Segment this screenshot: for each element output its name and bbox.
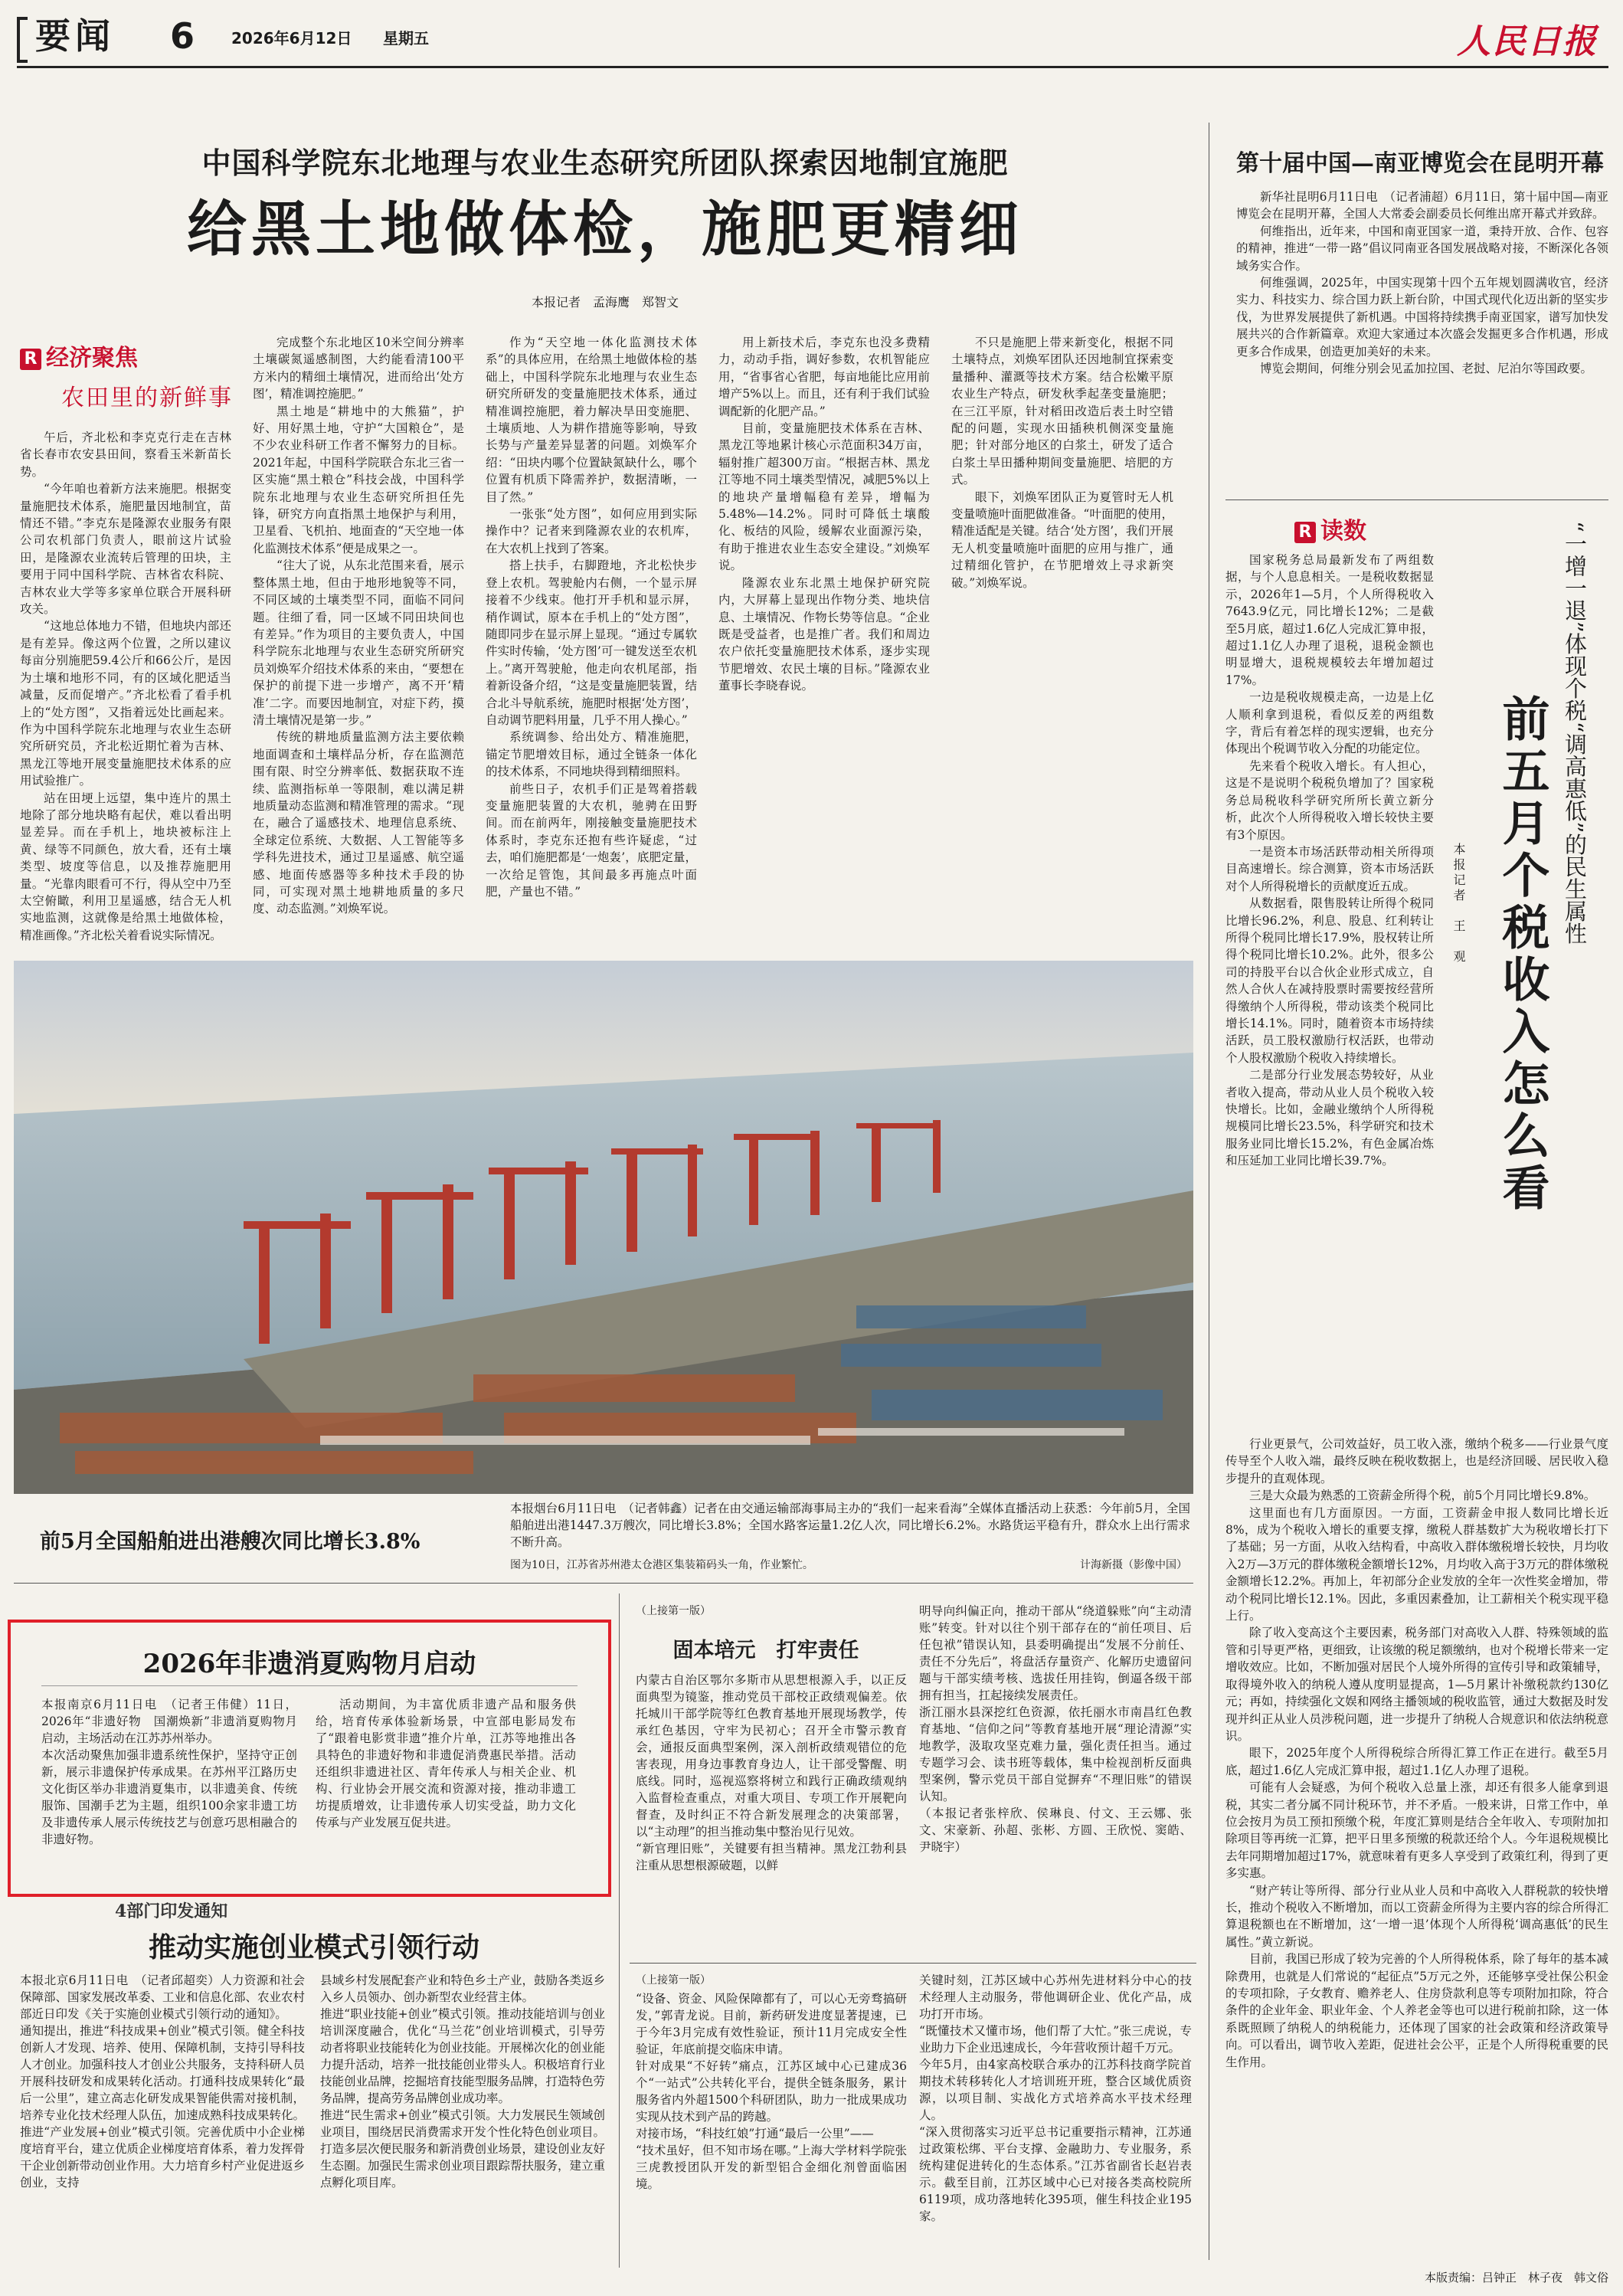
column-sub: 农田里的新鲜事 (61, 385, 233, 411)
right-top-para: 博览会期间，何维分别会见孟加拉国、老挝、尼泊尔等国政要。 (1260, 362, 1593, 376)
peiyuan-rule (630, 1963, 1196, 1964)
tax-badge-text: 读数 (1320, 518, 1366, 545)
lead-para: 搭上扶手，右脚蹬地，齐北松快步登上农机。驾驶舱内右侧，一个显示屏接着不少线束。他打开手机和显示屏，稍作调试，原本在手机上的“处方图”，随即同步在显示屏上显现。“通过专属软件实时传输，‘处方图’可一键发送至农机上。”离开驾驶舱，他走向农机尾部，指着新设备介绍，“这是变量施肥装置，结合北斗导航系统，施肥时根据‘处方图’，自动调节肥料用量，几乎不用人操心。” (486, 558, 697, 727)
lead-para: 目前，变量施肥技术体系在吉林、黑龙江等地累计核心示范面积34万亩，辐射推广超300万亩。“根据吉林、黑龙江等地不同土壤类型情况，减肥5%以上的地块产量增幅稳有差异，增幅为5.48%—14.2%。同时可降低土壤酸化、板结的风险，缓解农业面源污染，有助于推进农业生态安全建设。”刘焕军说。 (718, 421, 930, 573)
tax-para: 行业更景气，公司效益好，员工收入涨，缴纳个税多——行业景气度传导至个人收入端，最终反映在税收数据上，也是经济回暖、居民收入稳步提升的直观体现。 (1225, 1437, 1608, 1485)
tax-para: 一是资本市场活跃带动相关所得项目高速增长。综合测算，资本市场活跃对个人所得税增长的贡献度近五成。 (1225, 844, 1434, 893)
tax-para: 国家税务总局最新发布了两组数据，与个人息息相关。一是税收数据显示，2026年1—5月，个人所得税收入7643.9亿元，同比增长12%；二是截至5月底，超过1.6亿人完成汇算申报，超过1.1亿人办理了退税，退税金额也明显增大，退税规模较去年增加超过17%。 (1225, 553, 1434, 687)
right-top-para: 何维指出，近年来，中国和南亚国家一道，秉持开放、合作、包容的精神，推进“一带一路”倡议同南亚各国发展战略对接，不断深化各领域务实合作。 (1236, 224, 1608, 273)
lead-para: “往大了说，从东北范围来看，展示整体黑土地，但由于地形地貌等不同，不同区域的土壤类型不同，面临不同问题。往细了看，同一区域不同田块间也有差异。”作为项目的主要负责人，中国科学院东北地理与农业生态研究所研究员刘焕军介绍技术体系的来由，“要想在保护的前提下进一步增产，离不开‘精准’二字。而要因地制宜，对症下药，摸清土壤情况是第一步。” (253, 558, 464, 727)
lead-para: 传统的耕地质量监测方法主要依赖地面调查和土壤样品分析，存在监测范围有限、时空分辨率低、数据获取不连续、监测指标单一等限制，难以满足耕地质量动态监测和精准管理的需求。“现在，融合了遥感技术、地理信息系统、全球定位系统、大数据、人工智能等多学科先进技术，通过卫星遥感、航空遥感、地面传感器等多种技术手段的协同，可实现对黑土地耕地质量的多尺度、动态监测。”刘焕军说。 (253, 730, 464, 916)
issue-date: 2026年6月12日 (231, 29, 352, 47)
masthead-bracket (17, 17, 28, 63)
tax-para: 一边是税收规模走高，一边是上亿人顺利拿到退税，看似反差的两组数字，背后有着怎样的现实逻辑，也充分体现出个税调节收入分配的功能定位。 (1225, 690, 1434, 756)
chuangye-headline: 推动实施创业模式引领行动 (148, 1931, 479, 1964)
paper-logo: 人民日报 (1457, 22, 1598, 61)
issue-weekday: 星期五 (383, 29, 429, 47)
lead-headline: 给黑土地做体检，施肥更精细 (186, 195, 1023, 264)
tax-headline: 前五月个税收入怎么看 (1494, 694, 1550, 1215)
peiyuan-headline: 固本培元 打牢责任 (672, 1639, 859, 1662)
lead-para: 完成整个东北地区10米空间分辨率土壤碳氮遥感制图，大约能看清100平方米内的精细土壤情况，进而给出‘处方图’，精准调控施肥。” (253, 336, 464, 401)
feng-col-1: “设备、资金、风险保障都有了，可以心无旁骛搞研发，”郭青龙说。目前，新药研发进度显著提速，已于今年3月完成有效性验证，预计11月完成安全性验证，年底前提交临床申请。 针对成果“不好转”痛点，江苏区域中心已建成36个“一站式”公共转化平台，提供全链条服务，累计服务省内外超1500个科研团队，助力一批成果成功实现从技术到产品的跨越。 对接市场，“科技红娘”打通“最后一公里”—— “技术虽好，但不知市场在哪。”上海大学材料学院张三虎教授团队开发的新型铝合金细化剂曾面临困境。 (636, 1992, 907, 2191)
tax-kicker: “一增一退”体现个税“调高惠低”的民生属性 (1562, 521, 1588, 945)
lead-byline: 本报记者 孟海鹰 郑智文 (531, 295, 679, 310)
port-photo (14, 961, 1193, 1494)
tax-para: 这里面也有几方面原因。一方面，工资薪金申报人数同比增长近8%，成为个税收入增长的重要支撑，缴税人群基数扩大为税收增长打下了基础；另一方面，从收入结构看，中高收入群体缴税增长较快，月均收入2万—3万元的群体缴税金额增长12%，月均收入高于3万元的群体缴税金额增长12.2%。再加上，年初部分企业发放的全年一次性奖金增加，带动个税同比增长12.1%。因此，多重因素叠加，让工薪相关个税实现平稳上行。 (1225, 1505, 1608, 1623)
page-number: 6 (170, 15, 195, 57)
lead-para: “今年咱也着新方法来施肥。根据变量施肥技术体系，施肥量因地制宜，苗情还不错。”李克东是隆源农业服务有限公司农机部门负责人，眼前这片试验田，是隆源农业流转后管理的田块，主要用于同中国科学院、吉林省农科院、吉林农业大学等多家单位联合开展科研攻关。 (20, 482, 231, 617)
lead-col-1 (20, 429, 231, 944)
masthead-rule (17, 66, 1608, 68)
lead-para: 系统调参、给出处方、精准施肥，锚定节肥增效目标，通过全链条一体化的技术体系，不同地块得到精细照料。 (486, 730, 697, 779)
column-badge-text: 经济聚焦 (46, 345, 138, 372)
lead-para: 不只是施肥上带来新变化，根据不同土壤特点，刘焕军团队还因地制宜探索变量播种、灌溉等技术方案。结合松嫩平原农业生产特点，研发秋季起垄变量施肥；在三江平原，针对稻田改造后表土时空错配的问题，实现水田插秧机侧深变量施肥；针对部分地区的白浆土，研发了适合白浆土旱田播种期间变量施肥、培肥的方式。 (951, 336, 1173, 487)
lead-col-4 (718, 334, 930, 944)
section-name: 要闻 (35, 15, 115, 57)
tax-col-wide (1225, 1436, 1608, 2235)
lead-para: 站在田埂上远望，集中连片的黑土地除了部分地块略有起伏，难以看出明显差异。而在手机上，地块被标注上黄、绿等不同颜色，放大看，还有土壤类型、坡度等信息，以及推荐施肥用量。“光靠肉眼看可不行，得从空中乃至太空俯瞰，利用卫星遥感，结合无人机实地监测，这就像是给黑土地做体检，精准画像。”齐北松关着看说实际情况。 (20, 791, 231, 942)
right-top-para: 新华社昆明6月11日电 （记者浦超）6月11日，第十届中国—南亚博览会在昆明开幕，全国人大常委会副委员长何维出席开幕式并致辞。 (1236, 190, 1608, 221)
feature-title-rule (41, 1685, 578, 1686)
lead-para: 眼下，刘焕军团队正为夏管时无人机变量喷施叶面肥做准备。“叶面肥的使用，精准适配是关键。结合‘处方图’，我们开展无人机变量喷施叶面肥的应用与推广，通过精细化管护，在节肥增效上寻求新突破。”刘焕军说。 (951, 490, 1173, 590)
tax-col-narrow (1225, 552, 1434, 1431)
chuangye-col-1: 本报北京6月11日电 （记者邱超奕）人力资源和社会保障部、国家发展改革委、工业和信息化部、农业农村部近日印发《关于实施创业模式引领行动的通知》。 通知提出，推进“科技成果+创业”模式引领。健全科技创新人才发现、培养、使用、保障机制，支持引导科技人才创业。加强科技人才创业公共服务，支持科研人员开展科技研发和成果转化活动。打通科技成果转化“最后一公里”，建立高志化研发成果智能供需对接机制，培养专业化技术经理人队伍，加速成熟科技成果转化。 推进“产业发展+创业”模式引领。完善优质中小企业梯度培育平台，建立优质企业梯度培育体系，着力发挥骨干企业创新带动创业作用。大力培育乡村产业促进返乡创业，支持 (20, 1973, 305, 2190)
tax-para: 眼下，2025年度个人所得税综合所得汇算工作正在进行。截至5月底，超过1.6亿人完成汇算申报，超过1.1亿人办理了退税。 (1225, 1746, 1608, 1777)
tax-para: 除了收入变高这个主要因素，税务部门对高收入人群、特殊领域的监管和引导更严格，更细致，让该缴的税足额缴纳，也对个税增长带来一定增收效应。比如，不断加强对居民个人境外所得的宣传引导和政策辅导，取得境外收入的纳税人遵从度明显提高，1—5月累计补缴税款约130亿元；再如，持续强化文娱和网络主播领域的税收监管，通过大数据及时发现并纠正从业人员涉税问题，进一步提升了纳税人合规意识和依法纳税意识。 (1225, 1626, 1608, 1743)
feng-jump: （上接第一版） (636, 1974, 711, 1986)
page-editors: 本版责编：吕钟正 林子夜 韩文俗 (1424, 2271, 1608, 2285)
lead-para: 一张张“处方图”，如何应用到实际操作中？记者来到隆源农业的农机库，在大农机上找到了答案。 (486, 507, 697, 555)
photo-caption-title: 前5月全国船舶进出港艘次同比增长3.8% (40, 1530, 420, 1554)
right-top-headline: 第十届中国—南亚博览会在昆明开幕 (1236, 150, 1604, 177)
chuangye-kicker: 4部门印发通知 (115, 1901, 228, 1921)
tax-byline: 本报记者 王 观 (1451, 843, 1466, 965)
lead-para: 前些日子，农机手们正是驾着搭载变量施肥装置的大农机，驰骋在田野间。而在前两年，刚接触变量施肥技术体系时，李克东还抱有些许疑虑，“过去，咱们施肥都是‘一炮轰’，底肥定量，一次给足管饱，其间最多再施点叶面肥，产量也不错。” (486, 781, 697, 899)
peiyuan-col-2: 明导向纠偏正向，推动干部从“绕道躲账”向“主动清账”转变。针对以往个别干部存在的“前任项目、后任包袱”错误认知，县委明确提出“发展不分前任、责任不分先后”，将盘活存量资产、化解历史遗留问题与干部实绩考核、选拔任用挂钩，倒逼各级干部拥有担当，扛起接续发展责任。 浙江丽水县深挖红色资源，依托丽水市南昌红色教育基地、“信仰之问”等教育基地开展“理论清源”实地教学，汲取攻坚克难力量，强化责任担当。通过专题学习会、读书班等载体，集中检视剖析反面典型案例，警示党员干部自觉摒弃“不理旧账”的错误认知。 （本报记者张梓欣、侯琳良、付文、王云娜、张文、宋豪新、孙超、张彬、方圆、王欣悦、窦皓、尹晓宇） (919, 1604, 1192, 1854)
lead-para: “这地总体地力不错，但地块内部还是有差异。像这两个位置，之所以建议每亩分别施肥59.4公斤和66公斤，是因为土壤和地形不同，有的区域化肥适当减量，反而促增产。”齐北松看了看手机上的“处方图”，又指着远处比画起来。作为中国科学院东北地理与农业生态研究所研究员，齐北松近期忙着为吉林、黑龙江等地开展变量施肥技术体系的应用试验推广。 (20, 619, 231, 788)
badge-r-icon: R (20, 349, 41, 370)
photo-section-rule (14, 1583, 1193, 1584)
photo-credit-line: 图为10日，江苏省苏州港太仓港区集装箱码头一角，作业繁忙。 (510, 1559, 813, 1571)
right-top-rule (1225, 499, 1608, 500)
lead-para: 隆源农业东北黑土地保护研究院内，大屏幕上显现出作物分类、地块信息、土壤情况、作物长势等信息。“企业既是受益者，也是推广者。我们和周边农户依托变量施肥技术体系，逐步实现节肥增效、农民土壤的目标。”隆源农业董事长李晓春说。 (718, 575, 930, 693)
masthead (17, 14, 1610, 61)
tax-para: “财产转让等所得、部分行业从业人员和中高收入人群税款的较快增长，推动个税收入不断增加，而以工资薪金所得为主要内容的综合所得汇算退税额也在不断增加，这‘一增一退’体现个人所得税‘调高惠低’的民生属性。”黄立新说。 (1225, 1883, 1608, 1949)
lead-para: 黑土地是“耕地中的大熊猫”，护好、用好黑土地，守护“大国粮仓”，是不少农业科研工作者不懈努力的目标。2021年起，中国科学院联合东北三省一区实施“黑土粮仓”科技会战，中国科学院东北地理与农业生态研究所担任先锋，研究方向直指黑土地保护与利用，卫星看、飞机拍、地面查的“天空地一体化监测技术体系”便是成果之一。 (253, 404, 464, 555)
tax-para: 二是部分行业发展态势较好，从业者收入提高，带动从业人员个税收入较快增长。比如，金融业缴纳个人所得税规模同比增长23.5%，科学研究和技术服务业同比增长15.2%，有色金属冶炼和压延加工业同比增长39.7%。 (1225, 1068, 1434, 1168)
tax-para: 三是大众最为熟悉的工资薪金所得个税，前5个月同比增长9.8%。 (1249, 1489, 1596, 1503)
tax-para: 先来看个税收入增长。有人担心，这是不是说明个税税负增加了？国家税务总局税收科学研究所所长黄立新分析，此次个人所得税收入增长较快主要有3个原因。 (1225, 758, 1434, 842)
tax-badge (1294, 512, 1366, 545)
tax-para: 可能有人会疑惑，为何个税收入总量上涨，却还有很多人能拿到退税，其实二者分属不同计税环节，并不矛盾。一般来讲，日常工作中，单位会按月为员工预扣预缴个税，年度汇算则是结合全年收入、专项附加扣除项目等再统一汇算，把平日里多预缴的税款还给个人。今年退税规模比去年同期增加超过17%，就意味着有更多人享受到了政策红利，得到了更多实惠。 (1225, 1780, 1608, 1881)
lead-col-2 (253, 334, 464, 944)
lead-para: 作为“天空地一体化监测技术体系”的具体应用，在给黑土地做体检的基础上，中国科学院东北地理与农业生态研究所研发的变量施肥技术体系，通过精准调控施肥，着力解决旱田变施肥、土壤质地、人为耕作措施等影响，导致长势与产量差异显著的问题。刘焕军介绍：“田块内哪个位置缺氮缺什么，哪个位置有机质下降需养护，数据清晰，一目了然。” (486, 336, 697, 504)
lead-para: 午后，齐北松和李克克行走在吉林省长春市农安县田间，察看玉米新苗长势。 (20, 431, 231, 479)
chuangye-col-2: 县域乡村发展配套产业和特色乡土产业，鼓励各类返乡入乡人员领办、创办新型农业经营主体。 推进“职业技能+创业”模式引领。推动技能培训与创业培训深度融合，优化“马兰花”创业培训模式，引导劳动者将职业技能转化为创业技能。开展梯次化的创业能力提升活动，培养一批技能创业带头人。积极培育行业技能创业品牌，挖掘培育技能型服务品牌，打造特色劳务品牌，提高劳务品牌创业成功率。 推进“民生需求+创业”模式引领。大力发展民生领域创业项目，围绕居民消费需求开发个性化特色创业项目。打造多层次便民服务和新消费创业场景，建设创业友好生态圈。加强民生需求创业项目跟踪帮扶服务，建立重点孵化项目库。 (320, 1973, 605, 2190)
photo-caption-text: 本报烟台6月11日电 （记者韩鑫）记者在由交通运输部海事局主办的“我们一起来看海”全媒体直播活动上获悉：今年前5月，全国船舶进出港1447.3万艘次，同比增长3.8%；全国水路客运量1.2亿人次，同比增长6.2%。水路货运平稳有升，群众水上出行需求不断升高。 (510, 1502, 1190, 1549)
feature-box[interactable] (8, 1620, 611, 1897)
photo-photographer: 计海新摄（影像中国） (1080, 1559, 1187, 1571)
feature-col-2: 活动期间，为丰富优质非遗产品和服务供给，培育传承体验新场景，中宣部电影局发布了“跟着电影赏非遗”推介片单，江苏等地推出各具特色的非遗好物和非遗促消费惠民举措。活动还组织非遗进社区、青年传承人与相关企业、机构、行业协会开展交流和资源对接，推动非遗工坊提质增效，让非遗传承人切实受益，助力文化传承与产业发展互促共进。 (316, 1698, 576, 1829)
tax-para: 从数据看，限售股转让所得个税同比增长96.2%，利息、股息、红利转让所得个税同比增长17.9%，股权转让所得个税同比增长10.2%。此外，很多公司的持股平台以合伙企业形式成立，自然人合伙人在减持股票时需要按经营所得缴纳个人所得税，带动该类个税同比增长14.1%。同时，随着资本市场持续活跃，员工股权激励行权活跃，也带动个人股权激励个税收入持续增长。 (1225, 896, 1434, 1065)
lead-col-3 (486, 334, 697, 944)
right-top-body (1236, 188, 1608, 492)
tax-para: 目前，我国已形成了较为完善的个人所得税体系，除了每年的基本减除费用，也就是人们常说的“起征点”5万元之外，还能够享受社保公积金的专项扣除，子女教育、赡养老人、住房贷款利息等专项附加扣除，符合条件的企业年金、职业年金、个人养老金等也可以进行税前扣除，这一体系既照顾了纳税人的纳税能力，还体现了国家的社会政策和经济政策导向。可以看出，调节收入差距，促进社会公平，正是个人所得税重要的民生作用。 (1225, 1952, 1608, 2069)
feature-col-1: 本报南京6月11日电 （记者王伟健）11日，2026年“非遗好物 国潮焕新”非遗消夏购物月启动，主场活动在江苏苏州举办。 本次活动聚焦加强非遗系统性保护，坚持守正创新，展示非遗保护传承成果。在苏州平江路历史文化街区举办非遗消夏集市，以非遗美食、传统服饰、国潮手艺为主题，组织100余家非遗工坊及非遗传承人展示传统技艺与创意巧思相融合的非遗好物。 (41, 1698, 297, 1846)
right-top-para: 何维强调，2025年，中国实现第十四个五年规划圆满收官，经济实力、科技实力、综合国力跃上新台阶，中国式现代化迈出新的坚实步伐，为世界发展提供了新机遇。中国将持续携手南亚国家，谱写加快发展共兴的合作新篇章。欢迎大家通过本次盛会发掘更多合作机遇，形成更多合作成果，创造更加美好的未来。 (1236, 276, 1608, 359)
lead-col-5 (951, 334, 1173, 944)
tax-badge-r-icon: R (1294, 522, 1316, 543)
mid-bottom-divider (619, 1593, 620, 2268)
feng-col-2: 关键时刻，江苏区域中心苏州先进材料分中心的技术经理人主动服务，带他调研企业、优化产品，成功打开市场。 “既懂技术又懂市场，他们帮了大忙。”张三虎说，专业助力下企业迅速成长，今年营收预计超千万元。 今年5月，由4家高校联合承办的江苏科技商学院首期技术转移转化人才培训班开班，整合区域优质资源，以项目制、实战化方式培养高水平技术经理人。 “深入贯彻落实习近平总书记重要指示精神，江苏通过政策松绑、平台支撑、金融助力、专业服务，系统构建促进转化的生态体系。”江苏省副省长赵岩表示。截至目前，江苏区域中心已对接各类高校院所6119项，成功落地转化395项，催生科技企业195家。 (919, 1973, 1192, 2223)
peiyuan-jump: （上接第一版） (636, 1605, 711, 1617)
port-photo-illustration (14, 961, 1193, 1494)
feature-headline: 2026年非遗消夏购物月启动 (142, 1649, 476, 1679)
lead-para: 用上新技术后，李克东也没多费精力，动动手指，调好参数，农机智能应用，“省事省心省肥，每亩地能比应用前增产5%以上。而且，还有利于我们试验调配新的化肥产品。” (718, 336, 930, 418)
lead-kicker: 中国科学院东北地理与农业生态研究所团队探索因地制宜施肥 (201, 146, 1009, 180)
peiyuan-col-1: 内蒙古自治区鄂尔多斯市从思想根源入手，以正反面典型为镜鉴，推动党员干部校正政绩观偏差。依托城川干部学院等红色教育基地开展现场教学，传承红色基因，守牢为民初心；召开全市警示教育会，通报反面典型案例，深入剖析政绩观错位的危害表现，用身边事教育身边人，让干部受警醒、明底线。同时，巡视巡察将树立和践行正确政绩观纳入监督检查重点，对重大项目、专项工作开展靶向督查，及时纠正不符合新发展理念的决策部署，以“主动理”的担当推动集中整治见行见效。 “新官理旧账”，关键要有担当精神。黑龙江勃利县注重从思想根源破题，以鲜 (636, 1673, 907, 1872)
